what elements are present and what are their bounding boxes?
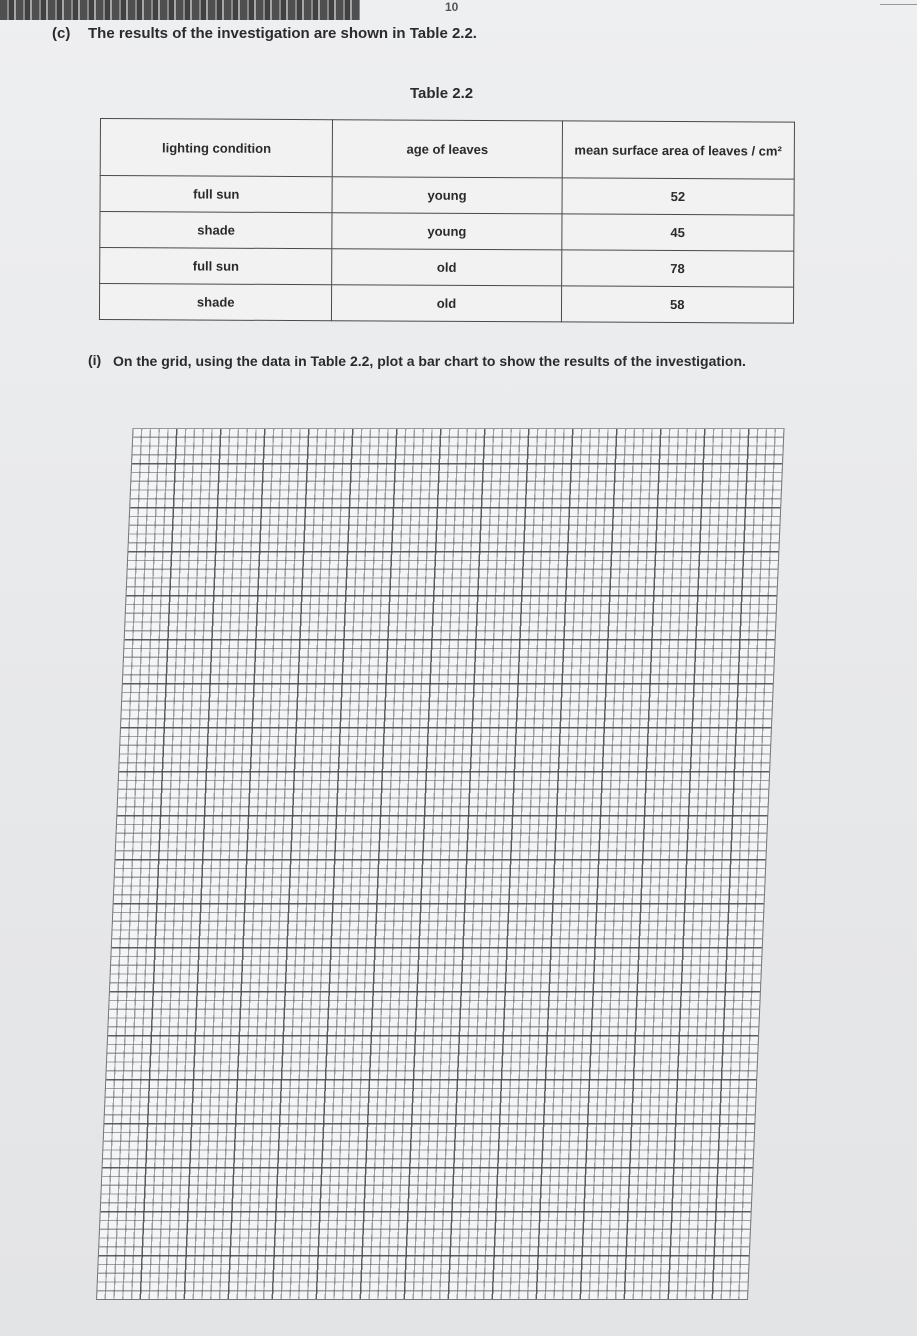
subquestion-text: On the grid, using the data in Table 2.2, plot a bar chart to show the results of the investigation. <box>113 353 746 369</box>
barcode-strip <box>0 0 360 20</box>
cell-age: young <box>332 213 561 250</box>
cell-area: 58 <box>561 286 794 323</box>
table-row <box>100 248 794 288</box>
cell-age: young <box>332 177 561 214</box>
cell-area: 78 <box>561 250 794 287</box>
graph-paper-grid[interactable] <box>96 428 785 1300</box>
table-row <box>100 176 794 216</box>
intro-text: The results of the investigation are shown in Table 2.2. <box>88 25 477 42</box>
cell-area: 45 <box>561 214 794 251</box>
table-title: Table 2.2 <box>410 85 474 102</box>
corner-rule <box>880 4 917 5</box>
table-header-row <box>100 119 794 180</box>
header-mean-surface-area: mean surface area of leaves / cm² <box>562 121 795 179</box>
cell-lighting: full sun <box>100 176 333 213</box>
cell-age: old <box>332 285 561 322</box>
cell-lighting: full sun <box>100 248 333 285</box>
header-lighting-condition: lighting condition <box>100 119 333 177</box>
results-table <box>99 118 795 324</box>
cell-lighting: shade <box>100 212 333 249</box>
table-row <box>100 212 794 252</box>
cell-lighting: shade <box>99 284 332 321</box>
cell-area: 52 <box>562 178 795 215</box>
cell-age: old <box>332 249 561 286</box>
part-label: (c) <box>52 25 71 42</box>
page-number: 10 <box>445 0 459 14</box>
table-row <box>99 284 793 324</box>
subquestion-number: (i) <box>88 352 102 368</box>
header-age-of-leaves: age of leaves <box>333 120 562 178</box>
